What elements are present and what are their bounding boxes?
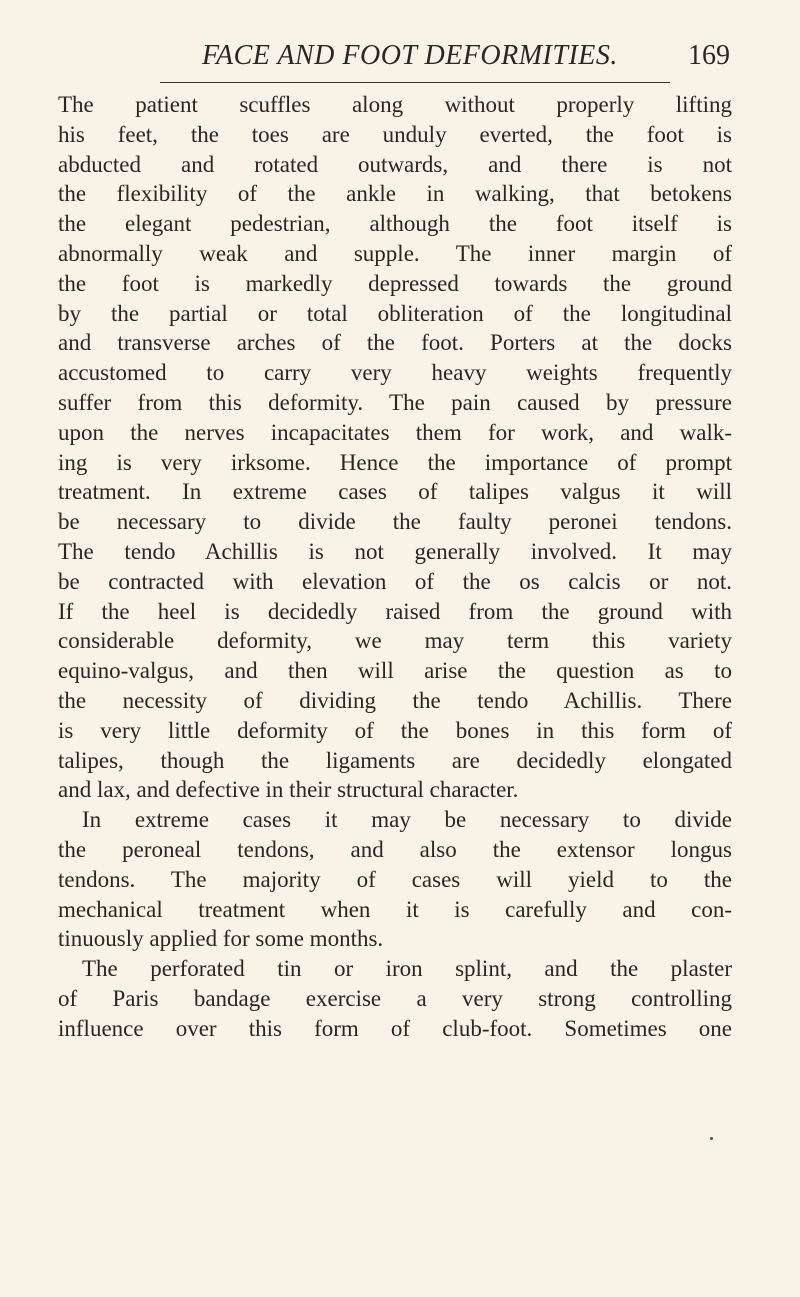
text-line: be contracted with elevation of the os calcis or not.	[58, 568, 732, 594]
text-line: his feet, the toes are unduly everted, the foot is	[58, 121, 732, 147]
text-line: considerable deformity, we may term this variety	[58, 628, 732, 654]
text-line: abnormally weak and supple. The inner margin of	[58, 240, 732, 266]
page-number: 169	[688, 40, 730, 71]
text-line: is very little deformity of the bones in this form of	[58, 717, 732, 743]
text-line: tinuously applied for some months.	[58, 926, 384, 952]
text-line: the flexibility of the ankle in walking, that betokens	[58, 181, 732, 207]
text-line: If the heel is decidedly raised from the ground with	[58, 598, 732, 624]
paper-speck	[710, 1137, 713, 1140]
text-line: mechanical treatment when it is carefully and con-	[58, 896, 732, 922]
text-line: tendons. The majority of cases will yield to the	[58, 866, 732, 892]
text-line: The tendo Achillis is not generally involved. It may	[58, 538, 732, 564]
text-line: ing is very irksome. Hence the importance of prompt	[58, 449, 732, 475]
text-line: In extreme cases it may be necessary to divide	[82, 807, 732, 833]
text-line: the necessity of dividing the tendo Achillis. There	[58, 687, 732, 713]
text-line: equino-valgus, and then will arise the question as to	[58, 658, 732, 684]
body-text	[58, 90, 732, 1044]
text-line: of Paris bandage exercise a very strong controlling	[58, 985, 732, 1011]
text-line: The perforated tin or iron splint, and the plaster	[82, 956, 732, 982]
text-line: talipes, though the ligaments are decidedly elongated	[58, 747, 732, 773]
text-line: The patient scuffles along without properly lifting	[58, 92, 732, 117]
text-line: the peroneal tendons, and also the extensor longus	[58, 836, 732, 862]
text-line: and transverse arches of the foot. Porters at the docks	[58, 330, 732, 356]
text-line: influence over this form of club-foot. Sometimes one	[58, 1015, 732, 1041]
text-line: abducted and rotated outwards, and there is not	[58, 151, 732, 177]
text-line: suffer from this deformity. The pain caused by pressure	[58, 389, 732, 415]
running-head	[60, 36, 730, 76]
header-rule	[160, 82, 670, 83]
text-line: by the partial or total obliteration of the longitudinal	[58, 300, 732, 326]
text-line: the elegant pedestrian, although the foot itself is	[58, 211, 732, 237]
running-head-title: FACE AND FOOT DEFORMITIES.	[202, 40, 618, 71]
text-line: upon the nerves incapacitates them for work, and walk-	[58, 419, 732, 445]
text-line: treatment. In extreme cases of talipes valgus it will	[58, 479, 732, 505]
text-line: and lax, and defective in their structural character.	[58, 777, 519, 803]
text-line: the foot is markedly depressed towards the ground	[58, 270, 732, 296]
text-line: accustomed to carry very heavy weights frequently	[58, 360, 732, 386]
text-line: be necessary to divide the faulty peronei tendons.	[58, 509, 732, 535]
